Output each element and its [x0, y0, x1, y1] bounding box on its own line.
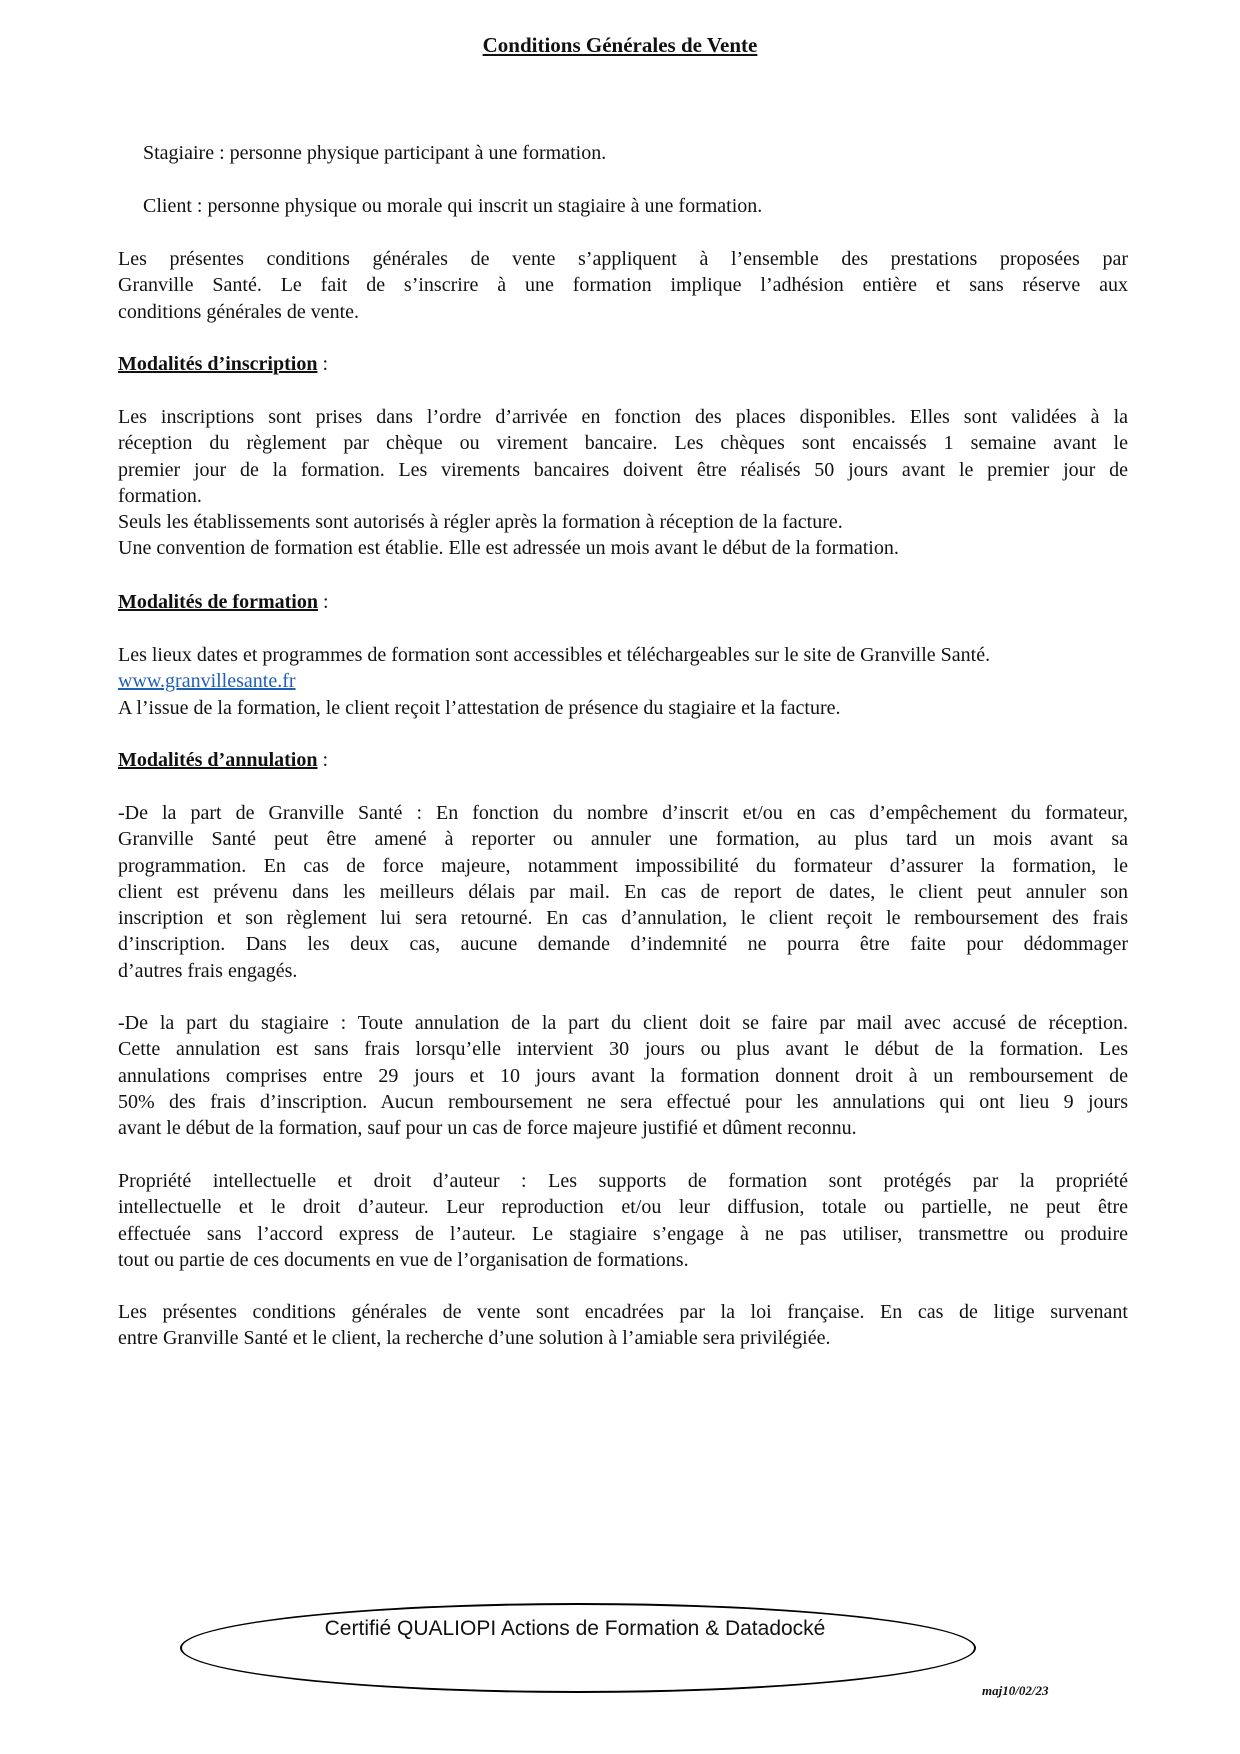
annulation-line: annulations comprises entre 29 jours et 10 jours avant la formation donnent droit à un remboursement de — [118, 1064, 1128, 1087]
definition-client: Client : personne physique ou morale qui inscrit un stagiaire à une formation. — [143, 195, 763, 217]
page-title: Conditions Générales de Vente — [482, 33, 758, 57]
definition-stagiaire: Stagiaire : personne physique participant à une formation. — [143, 142, 607, 164]
inscription-line: Seuls les établissements sont autorisés à régler après la formation à réception de la facture. — [118, 511, 843, 534]
annulation-line: avant le début de la formation, sauf pour un cas de force majeure justifié et dûment reconnu. — [118, 1117, 857, 1140]
annulation-line: -De la part du stagiaire : Toute annulation de la part du client doit se faire par mail avec accusé de réception. — [118, 1012, 1128, 1034]
website-link[interactable]: www.granvillesante.fr — [118, 670, 296, 693]
annulation-line: 50% des frais d’inscription. Aucun remboursement ne sera effectué pour les annulations qui ont lieu 9 jours — [118, 1090, 1128, 1113]
formation-line: Les lieux dates et programmes de formation sont accessibles et téléchargeables sur le site de Granville Santé. — [118, 644, 991, 666]
certification-text: Certifié QUALIOPI Actions de Formation & Datadocké — [324, 1617, 826, 1640]
inscription-paragraph — [118, 404, 1128, 562]
propriete-line: effectuée sans l’accord express de l’auteur. Le stagiaire s’engage à ne pas utiliser, transmettre ou produire — [118, 1222, 1128, 1245]
intro-line: Les présentes conditions générales de vente s’appliquent à l’ensemble des prestations proposées par — [118, 248, 1128, 270]
annulation-line: -De la part de Granville Santé : En fonction du nombre d’inscrit et/ou en cas d’empêchement du formateur, — [118, 802, 1128, 824]
formation-paragraph — [118, 642, 1128, 721]
inscription-line: Une convention de formation est établie. Elle est adressée un mois avant le début de la formation. — [118, 537, 899, 560]
heading-annulation — [118, 747, 328, 773]
inscription-line: formation. — [118, 484, 202, 507]
propriete-line: intellectuelle et le droit d’auteur. Leur reproduction et/ou leur diffusion, totale ou partielle, ne peut être — [118, 1196, 1128, 1219]
heading-annulation-text: Modalités d’annulation — [118, 749, 318, 771]
loi-line: entre Granville Santé et le client, la recherche d’une solution à l’amiable sera privilégiée. — [118, 1327, 831, 1350]
propriete-line: tout ou partie de ces documents en vue de l’organisation de formations. — [118, 1248, 689, 1271]
heading-inscription-text: Modalités d’inscription — [118, 353, 318, 375]
annulation-line: d’inscription. Dans les deux cas, aucune demande d’indemnité ne pourra être faite pour dédommager — [118, 933, 1128, 956]
annulation-line: Granville Santé peut être amené à reporter ou annuler une formation, au plus tard un mois avant sa — [118, 828, 1128, 851]
formation-line: A l’issue de la formation, le client reçoit l’attestation de présence du stagiaire et la facture. — [118, 696, 841, 719]
annulation-stagiaire-paragraph — [118, 1010, 1128, 1141]
loi-line: Les présentes conditions générales de vente sont encadrées par la loi française. En cas de litige survenant — [118, 1301, 1128, 1323]
annulation-line: programmation. En cas de force majeure, notamment impossibilité du formateur d’assurer la formation, le — [118, 854, 1128, 877]
heading-formation-text: Modalités de formation — [118, 591, 318, 613]
intro-line: Granville Santé. Le fait de s’inscrire à une formation implique l’adhésion entière et sans réserve aux — [118, 274, 1128, 297]
annulation-line: d’autres frais engagés. — [118, 959, 298, 982]
update-date: maj10/02/23 — [982, 1683, 1049, 1698]
annulation-line: client est prévenu dans les meilleurs délais par mail. En cas de report de dates, le client peut annuler son — [118, 880, 1128, 903]
heading-suffix: : — [317, 749, 329, 771]
inscription-line: Les inscriptions sont prises dans l’ordre d’arrivée en fonction des places disponibles. Elles sont validées à la — [118, 406, 1128, 428]
propriete-paragraph — [118, 1168, 1128, 1273]
propriete-line: Propriété intellectuelle et droit d’auteur : Les supports de formation sont protégés par la propriété — [118, 1170, 1128, 1192]
intro-line: conditions générales de vente. — [118, 300, 360, 323]
annulation-line: inscription et son règlement lui sera retourné. En cas d’annulation, le client reçoit le remboursement des frais — [118, 907, 1128, 930]
annulation-granville-paragraph — [118, 800, 1128, 984]
inscription-line: réception du règlement par chèque ou virement bancaire. Les chèques sont encaissés 1 semaine avant le — [118, 432, 1128, 455]
heading-inscription — [118, 351, 328, 377]
intro-paragraph — [118, 246, 1128, 325]
annulation-line: Cette annulation est sans frais lorsqu’elle intervient 30 jours ou plus avant le début de la formation. Les — [118, 1038, 1128, 1061]
loi-paragraph — [118, 1299, 1128, 1352]
heading-suffix: : — [317, 353, 329, 375]
heading-suffix: : — [317, 591, 329, 613]
inscription-line: premier jour de la formation. Les virements bancaires doivent être réalisés 50 jours avant le premier jour de — [118, 458, 1128, 481]
heading-formation — [118, 589, 329, 615]
